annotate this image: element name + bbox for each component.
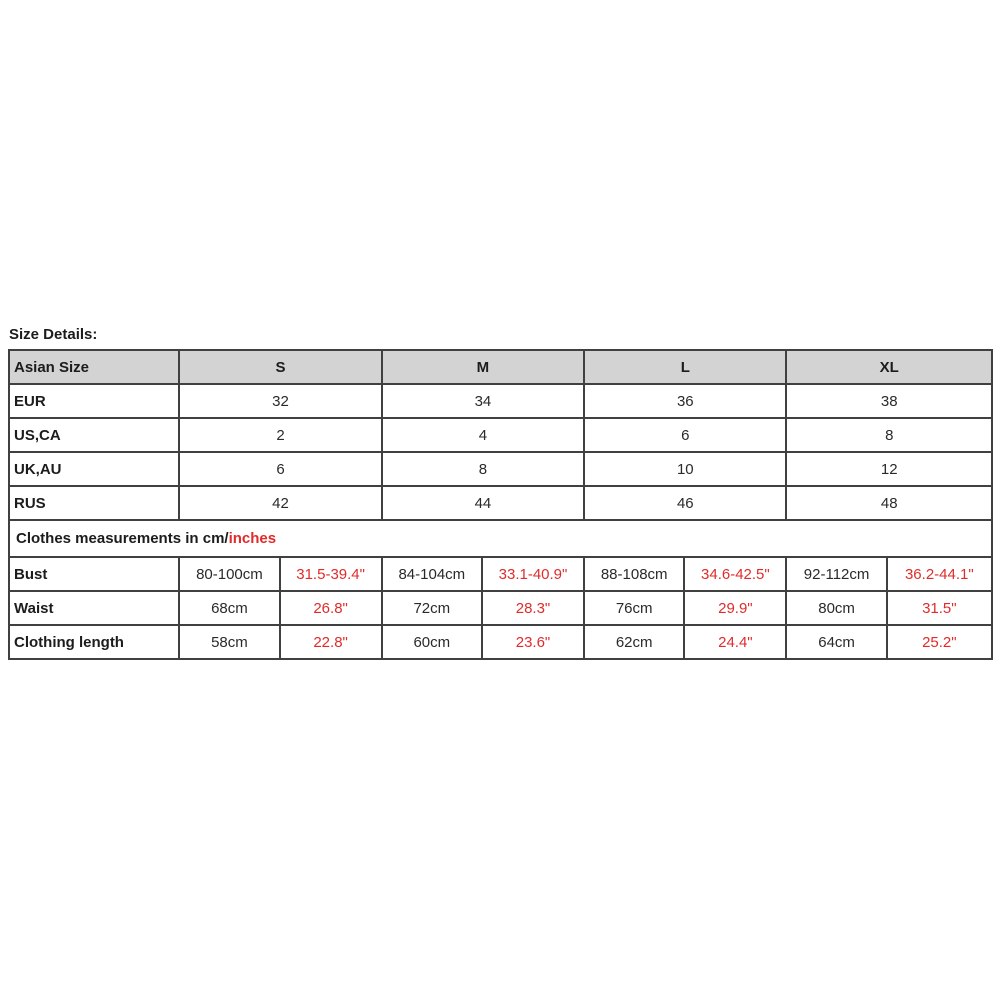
header-size-xl: XL [786,350,992,384]
rus-m: 44 [382,486,584,520]
usca-xl: 8 [786,418,992,452]
ukau-m: 8 [382,452,584,486]
rus-s: 42 [179,486,381,520]
size-chart-table [8,349,993,660]
table-header-row [9,350,992,384]
length-xl-cm: 64cm [786,625,886,659]
header-asian-size: Asian Size [9,350,179,384]
conversion-row-usca [9,418,992,452]
conversion-row-rus [9,486,992,520]
measurement-row-bust [9,557,992,591]
waist-xl-cm: 80cm [786,591,886,625]
waist-l-cm: 76cm [584,591,684,625]
length-s-in: 22.8" [280,625,382,659]
length-xl-in: 25.2" [887,625,992,659]
usca-l: 6 [584,418,786,452]
length-m-cm: 60cm [382,625,482,659]
eur-s: 32 [179,384,381,418]
measurement-row-waist [9,591,992,625]
length-l-in: 24.4" [684,625,786,659]
header-size-s: S [179,350,381,384]
waist-m-in: 28.3" [482,591,584,625]
header-size-m: M [382,350,584,384]
waist-l-in: 29.9" [684,591,786,625]
conversion-row-ukau [9,452,992,486]
ukau-s: 6 [179,452,381,486]
bust-m-in: 33.1-40.9" [482,557,584,591]
usca-s: 2 [179,418,381,452]
row-label-eur: EUR [9,384,179,418]
size-details-title: Size Details: [9,326,98,343]
length-m-in: 23.6" [482,625,584,659]
row-label-usca: US,CA [9,418,179,452]
size-chart-block [8,326,993,660]
eur-l: 36 [584,384,786,418]
bust-xl-cm: 92-112cm [786,557,886,591]
rus-l: 46 [584,486,786,520]
waist-xl-in: 31.5" [887,591,992,625]
measurements-title-cell [9,520,992,557]
bust-s-cm: 80-100cm [179,557,279,591]
conversion-row-eur [9,384,992,418]
rus-xl: 48 [786,486,992,520]
eur-m: 34 [382,384,584,418]
header-size-l: L [584,350,786,384]
measurements-title-row [9,520,992,557]
bust-s-in: 31.5-39.4" [280,557,382,591]
usca-m: 4 [382,418,584,452]
ukau-xl: 12 [786,452,992,486]
waist-s-cm: 68cm [179,591,279,625]
row-label-clothing-length: Clothing length [9,625,179,659]
waist-s-in: 26.8" [280,591,382,625]
bust-m-cm: 84-104cm [382,557,482,591]
row-label-bust: Bust [9,557,179,591]
ukau-l: 10 [584,452,786,486]
length-s-cm: 58cm [179,625,279,659]
bust-xl-in: 36.2-44.1" [887,557,992,591]
row-label-rus: RUS [9,486,179,520]
row-label-waist: Waist [9,591,179,625]
bust-l-cm: 88-108cm [584,557,684,591]
eur-xl: 38 [786,384,992,418]
bust-l-in: 34.6-42.5" [684,557,786,591]
measurements-title-red: inches [228,530,277,547]
row-label-ukau: UK,AU [9,452,179,486]
waist-m-cm: 72cm [382,591,482,625]
measurement-row-clothing-length [9,625,992,659]
length-l-cm: 62cm [584,625,684,659]
measurements-title-black: Clothes measurements in cm/ [16,530,229,547]
